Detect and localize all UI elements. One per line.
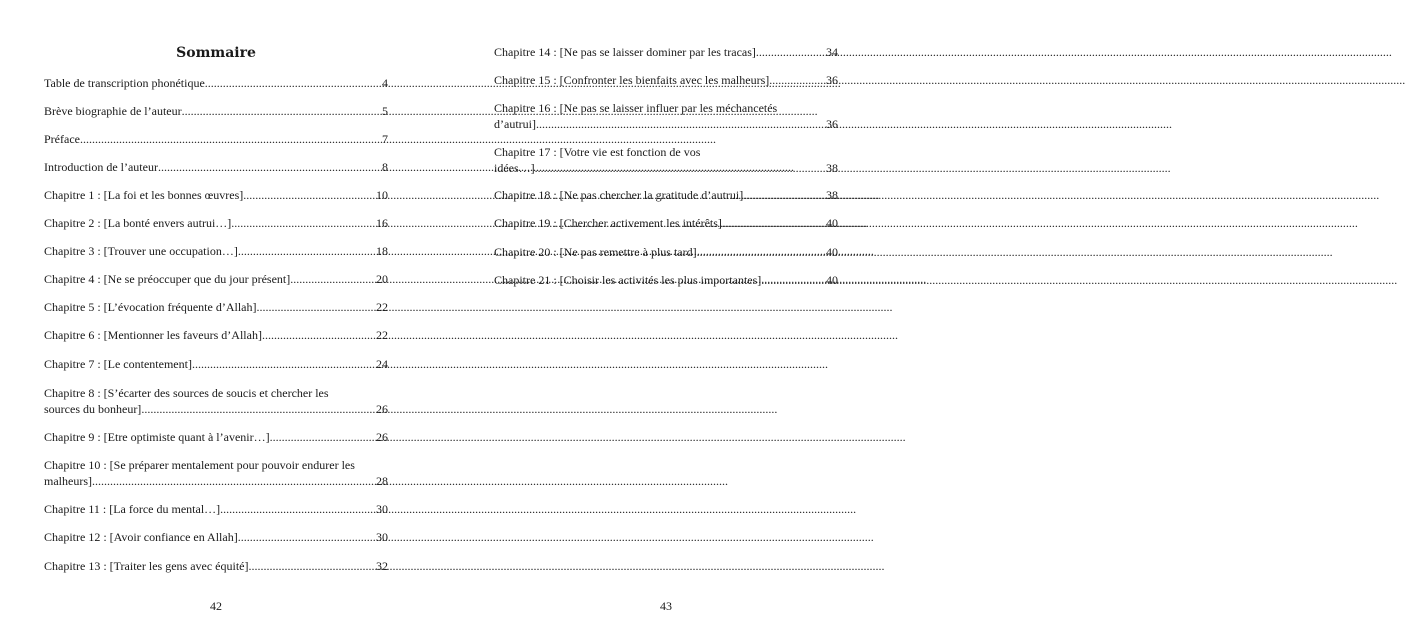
toc-entry-text: Chapitre 6 : [Mentionner les faveurs d’Allah]	[44, 328, 262, 342]
toc-entry	[44, 558, 388, 574]
dot-leader	[743, 187, 826, 203]
toc-entry	[494, 44, 838, 60]
toc-entry	[44, 501, 388, 517]
toc-entry	[44, 103, 388, 119]
dot-leader	[92, 473, 376, 489]
toc-entry-page: 7	[382, 132, 388, 146]
toc-entry-page: 40	[826, 245, 838, 259]
toc-entry	[44, 356, 388, 372]
toc-entry-page: 38	[826, 188, 838, 202]
dot-leader	[182, 103, 382, 119]
toc-entry-text: Chapitre 18 : [Ne pas chercher la gratitude d’autrui]	[494, 188, 744, 202]
toc-entry-page: 36	[826, 117, 838, 131]
toc-entry-page: 34	[826, 45, 838, 59]
toc-entry-text: malheurs]	[44, 474, 92, 488]
dot-leader	[722, 215, 826, 231]
dot-leader	[141, 401, 376, 417]
toc-entry-page: 18	[376, 244, 388, 258]
right-page	[494, 0, 838, 632]
toc-entry	[44, 299, 388, 315]
toc-entry-page: 4	[382, 76, 388, 90]
toc-entry-text: Chapitre 21 : [Choisir les activités les plus importantes]	[494, 273, 762, 287]
toc-entry	[44, 215, 388, 231]
toc-entry	[44, 75, 388, 91]
dot-leader	[256, 299, 376, 315]
toc-entry-page: 10	[376, 188, 388, 202]
toc-entry-text: d’autrui]	[494, 117, 536, 131]
dot-leader	[238, 243, 376, 259]
dot-leader	[205, 75, 382, 91]
toc-entry-page: 38	[826, 161, 838, 175]
toc-entry-text: Préface	[44, 132, 80, 146]
dot-leader	[249, 558, 377, 574]
toc-entry-page: 22	[376, 328, 388, 342]
toc-entry-text-line1: Chapitre 8 : [S’écarter des sources de soucis et chercher les	[44, 386, 329, 400]
toc-entry-page: 22	[376, 300, 388, 314]
toc-entry-text-line1: Chapitre 10 : [Se préparer mentalement pour pouvoir endurer les	[44, 458, 355, 472]
dot-leader	[756, 44, 826, 60]
toc-entry-page: 16	[376, 216, 388, 230]
dot-leader	[535, 160, 826, 176]
dot-leader	[262, 327, 376, 343]
toc-entry	[44, 131, 388, 147]
toc-entry	[494, 215, 838, 231]
dot-leader	[769, 72, 826, 88]
dot-leader	[761, 272, 826, 288]
toc-entry	[494, 244, 838, 260]
toc-entry-text: idées…]	[494, 161, 535, 175]
toc-entry-text: Chapitre 1 : [La foi et les bonnes œuvres]	[44, 188, 244, 202]
toc-entry-page: 26	[376, 430, 388, 444]
toc-entry-text: Chapitre 9 : [Etre optimiste quant à l’avenir…]	[44, 430, 270, 444]
toc-entry	[494, 100, 838, 132]
toc-entry-page: 30	[376, 530, 388, 544]
page-number-right: 43	[660, 599, 672, 613]
dot-leader	[697, 244, 826, 260]
toc-entry	[494, 72, 838, 88]
toc-entry	[44, 271, 388, 287]
toc-entry-page: 26	[376, 402, 388, 416]
toc-entry	[44, 159, 388, 175]
page-number-left: 42	[210, 599, 222, 613]
toc-entry-text: Chapitre 20 : [Ne pas remettre à plus tard]	[494, 245, 697, 259]
toc-entry-page: 5	[382, 104, 388, 118]
dot-leader	[158, 159, 382, 175]
toc-entry	[494, 187, 838, 203]
toc-entry-text: Chapitre 4 : [Ne se préoccuper que du jour présent]	[44, 272, 291, 286]
toc-entry-text: Chapitre 3 : [Trouver une occupation…]	[44, 244, 238, 258]
toc-entry-page: 8	[382, 160, 388, 174]
toc-entry-text: Chapitre 2 : [La bonté envers autrui…]	[44, 216, 232, 230]
toc-entry	[44, 243, 388, 259]
toc-entry-text: Table de transcription phonétique	[44, 76, 205, 90]
toc-entry-text: Chapitre 7 : [Le contentement]	[44, 357, 192, 371]
toc-entry-page: 32	[376, 559, 388, 573]
dot-leader	[238, 529, 376, 545]
toc-entry	[44, 457, 388, 489]
toc-entry	[494, 144, 838, 176]
toc-entry-text: Chapitre 11 : [La force du mental…]	[44, 502, 221, 516]
toc-entry	[44, 429, 388, 445]
toc-entry-page: 24	[376, 357, 388, 371]
toc-entry-text: sources du bonheur]	[44, 402, 142, 416]
toc-entry-text-line1: Chapitre 16 : [Ne pas se laisser influer par les méchancetés	[494, 101, 778, 115]
dot-leader	[270, 429, 376, 445]
toc-entry-text: Brève biographie de l’auteur	[44, 104, 182, 118]
dot-leader	[290, 271, 376, 287]
toc-entry-page: 30	[376, 502, 388, 516]
toc-entry-text: Chapitre 19 : [Chercher activement les intérêts]	[494, 216, 722, 230]
toc-entry-text: Chapitre 15 : [Confronter les bienfaits avec les malheurs]	[494, 73, 770, 87]
toc-entry	[44, 529, 388, 545]
toc-entry-page: 20	[376, 272, 388, 286]
toc-title: Sommaire	[176, 45, 256, 61]
toc-entry-page: 40	[826, 216, 838, 230]
dot-leader	[536, 116, 826, 132]
toc-entry	[44, 327, 388, 343]
toc-entry-text: Chapitre 5 : [L’évocation fréquente d’Allah]	[44, 300, 257, 314]
dot-leader	[220, 501, 376, 517]
toc-entry-page: 36	[826, 73, 838, 87]
dot-leader	[80, 131, 382, 147]
toc-entry-page: 28	[376, 474, 388, 488]
toc-entry-page: 40	[826, 273, 838, 287]
dot-leader	[231, 215, 376, 231]
toc-entry	[44, 187, 388, 203]
toc-entry-text: Chapitre 13 : [Traiter les gens avec équité]	[44, 559, 249, 573]
dot-leader	[243, 187, 376, 203]
left-page	[44, 0, 388, 632]
toc-entry-text: Chapitre 14 : [Ne pas se laisser dominer par les tracas]	[494, 45, 756, 59]
dot-leader	[192, 356, 376, 372]
toc-entry	[494, 272, 838, 288]
toc-entry-text-line1: Chapitre 17 : [Votre vie est fonction de vos	[494, 145, 701, 159]
toc-entry-text: Chapitre 12 : [Avoir confiance en Allah]	[44, 530, 238, 544]
toc-entry	[44, 385, 388, 417]
toc-entry-text: Introduction de l’auteur	[44, 160, 158, 174]
